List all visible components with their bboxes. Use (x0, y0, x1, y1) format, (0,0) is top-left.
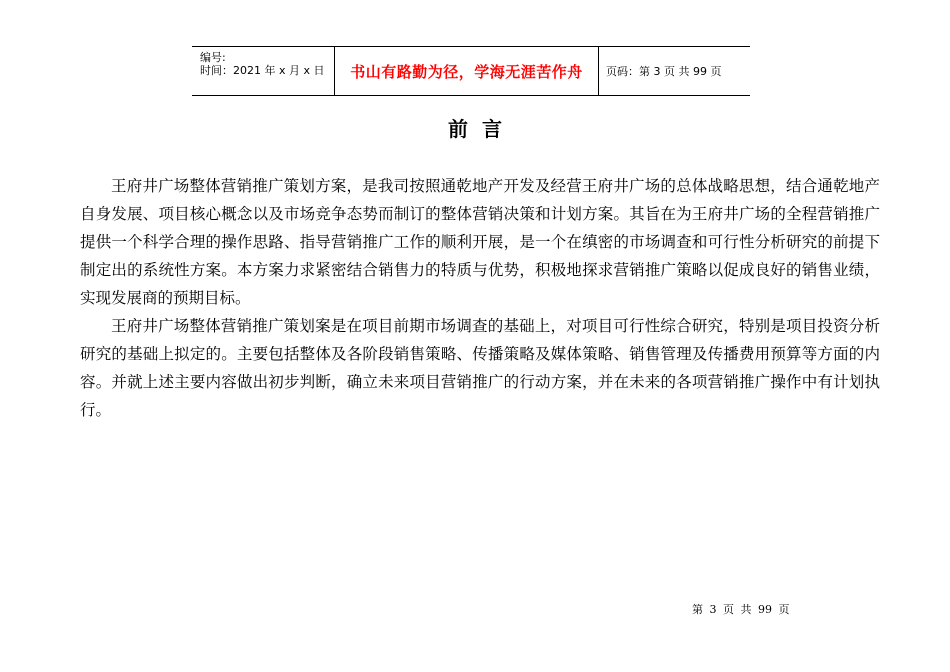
page-title: 前言 (448, 117, 516, 141)
time-label: 时间：2021 年 x 月 x 日 (200, 64, 325, 77)
header-page-cell (599, 47, 750, 95)
page-footer: 第 3 页 共 99 页 (692, 603, 790, 616)
document-header (192, 46, 750, 96)
document-body (80, 172, 880, 424)
motto-text: 书山有路勤为径，学海无涯苦作舟 (350, 62, 583, 81)
number-label: 编号: (200, 51, 226, 64)
paragraph-1: 王府井广场整体营销推广策划方案，是我司按照通乾地产开发及经营王府井广场的总体战略思想，结合通乾地产自身发展、项目核心概念以及市场竞争态势而制订的整体营销决策和计划方案。其旨在为王府井广场的全程营销推广提供一个科学合理的操作思路、指导营销推广工作的顺利开展，是一个在缜密的市场调查和可行性分析研究的前提下制定出的系统性方案。本方案力求紧密结合销售力的特质与优势，积极地探求营销推广策略以促成良好的销售业绩，实现发展商的预期目标。 (80, 177, 880, 307)
header-motto-cell (335, 47, 599, 95)
page-label: 页码：第 3 页 共 99 页 (606, 65, 722, 78)
paragraph-2: 王府井广场整体营销推广策划案是在项目前期市场调查的基础上，对项目可行性综合研究，特别是项目投资分析研究的基础上拟定的。主要包括整体及各阶段销售策略、传播策略及媒体策略、销售管理及传播费用预算等方面的内容。并就上述主要内容做出初步判断，确立未来项目营销推广的行动方案，并在未来的各项营销推广操作中有计划执行。 (80, 317, 880, 419)
header-meta (192, 47, 335, 95)
